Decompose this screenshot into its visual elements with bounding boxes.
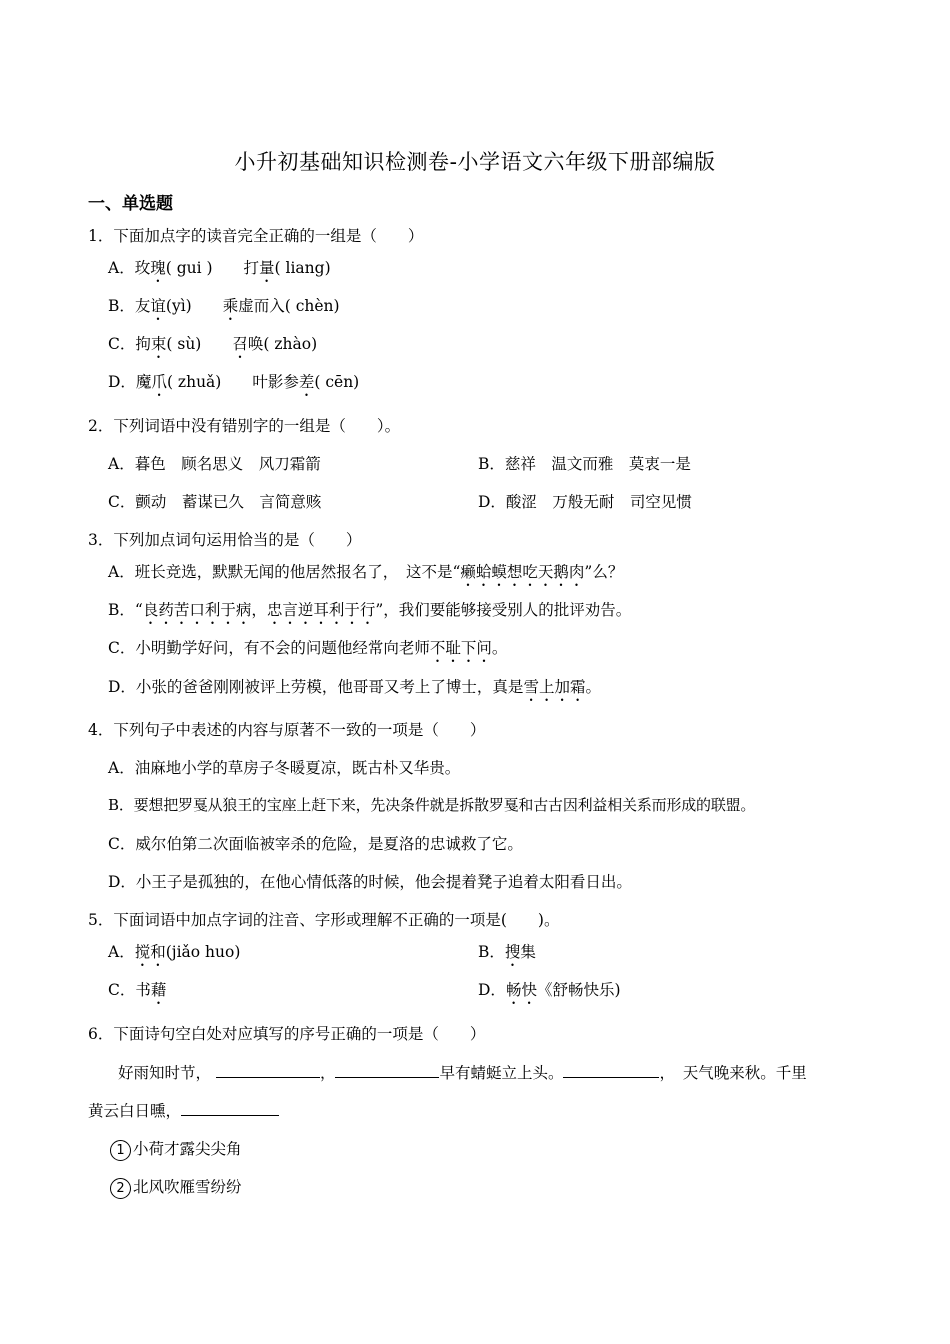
- question-3-option-c: C．小明勤学好问，有不会的问题他经常向老师不耻下问。: [108, 639, 508, 657]
- question-6-poem-line-2: 黄云白日曛，: [88, 1099, 279, 1121]
- question-1-option-d: D．魔爪( zhuǎ) 叶影参差( cēn): [108, 373, 360, 391]
- question-3-option-a: A．班长竞选，默默无闻的他居然报名了， 这不是“癞蛤蟆想吃天鹅肉”么？: [108, 563, 624, 581]
- question-3-option-b: B．“良药苦口利于病，忠言逆耳利于行”，我们要能够接受别人的批评劝告。: [108, 601, 632, 619]
- answer-blank-2[interactable]: [335, 1061, 439, 1078]
- question-1-stem: 1．下面加点字的读音完全正确的一组是（ ）: [88, 227, 424, 245]
- question-1-option-a: A．玫瑰( gui ) 打量( liang): [108, 259, 331, 277]
- question-4-option-a: A．油麻地小学的草房子冬暖夏凉，既古朴又华贵。: [108, 759, 461, 777]
- question-2-stem: 2．下列词语中没有错别字的一组是（ ）。: [88, 417, 401, 435]
- question-5-option-b: B．搜集: [478, 943, 536, 961]
- question-4-option-c: C．威尔伯第二次面临被宰杀的危险，是夏洛的忠诚救了它。: [108, 835, 523, 853]
- question-6-item-2: 2 北风吹雁雪纷纷: [110, 1175, 242, 1199]
- question-1-option-c: C．拘束( sù) 召唤( zhào): [108, 335, 318, 353]
- question-2-option-b: B．慈祥 温文而雅 莫衷一是: [478, 455, 691, 473]
- question-4-option-b: B．要想把罗戛从狼王的宝座上赶下来，先决条件就是拆散罗戛和古古因利益相关系而形成的联盟。: [108, 796, 756, 814]
- circled-number-icon: 1: [110, 1140, 131, 1161]
- question-5-option-c: C．书藉: [108, 981, 167, 999]
- question-3-stem: 3．下列加点词句运用恰当的是（ ）: [88, 531, 362, 549]
- question-4-option-d: D．小王子是孤独的，在他心情低落的时候，他会提着凳子追着太阳看日出。: [108, 873, 632, 891]
- question-1-option-b: B．友谊(yì) 乘虚而入( chèn): [108, 297, 340, 315]
- question-6-poem-line-1: 好雨知时节， ， 早有蜻蜓立上头。 ， 天气晚来秋。千里: [118, 1061, 807, 1083]
- question-2-option-c: C．颤动 蓄谋已久 言简意赅: [108, 493, 322, 511]
- question-2-option-a: A．暮色 顾名思义 风刀霜箭: [108, 455, 321, 473]
- answer-blank-4[interactable]: [181, 1099, 279, 1116]
- page-title: 小升初基础知识检测卷-小学语文六年级下册部编版: [234, 150, 716, 174]
- question-6-item-1: 1 小荷才露尖尖角: [110, 1137, 242, 1161]
- question-5-stem: 5．下面词语中加点字词的注音、字形或理解不正确的一项是( )。: [88, 911, 560, 929]
- question-6-stem: 6．下面诗句空白处对应填写的序号正确的一项是（ ）: [88, 1025, 486, 1043]
- question-4-stem: 4．下列句子中表述的内容与原著不一致的一项是（ ）: [88, 721, 486, 739]
- question-5-option-d: D．畅快《舒畅快乐): [478, 981, 621, 999]
- answer-blank-3[interactable]: [563, 1061, 659, 1078]
- answer-blank-1[interactable]: [216, 1061, 320, 1078]
- question-3-option-d: D．小张的爸爸刚刚被评上劳模，他哥哥又考上了博士，真是雪上加霜。: [108, 678, 601, 696]
- question-5-option-a: A．搅和(jiǎo huo): [108, 943, 241, 961]
- question-2-option-d: D．酸涩 万般无耐 司空见惯: [478, 493, 692, 511]
- circled-number-icon: 2: [110, 1178, 131, 1199]
- section-heading: 一、单选题: [88, 194, 173, 214]
